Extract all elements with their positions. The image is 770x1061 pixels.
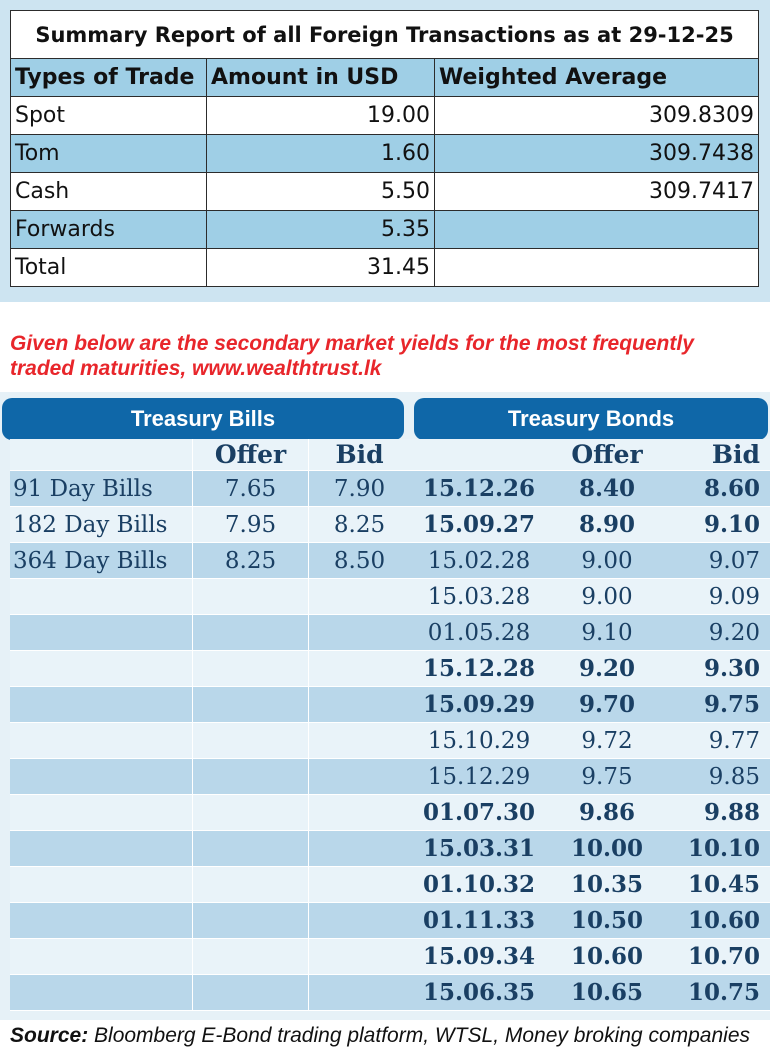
bonds-bid-header: Bid [711,440,760,469]
bond-offer: 10.65 [570,979,644,1006]
trade-weighted-average: 309.7438 [435,135,759,173]
table-row [10,867,770,903]
bond-bid: 9.75 [703,691,760,718]
bill-bid [309,867,410,902]
bond-maturity: 15.12.28 [422,655,536,682]
bill-bid [309,723,410,758]
bill-name [10,687,193,722]
trade-type: Total [11,249,207,287]
bond-offer: 9.75 [581,763,633,790]
table-row [11,135,759,173]
bond-maturity: 01.10.32 [422,871,536,898]
bill-bid [309,795,410,830]
bill-bid [309,651,410,686]
caption-line-1: Given below are the secondary market yields for the most frequently [10,332,694,355]
bond-offer: 8.40 [578,475,636,502]
bill-bid [309,579,410,614]
bill-bid: 8.50 [333,547,386,574]
bill-bid [309,975,410,1010]
trade-amount: 5.35 [207,211,435,249]
summary-header-row [11,59,759,97]
header-amount-usd: Amount in USD [207,59,435,97]
bond-bid: 9.30 [703,655,760,682]
total-row [11,249,759,287]
bill-offer: 7.95 [193,507,309,542]
trade-type: Forwards [11,211,207,249]
bill-offer [193,867,309,902]
bill-bid [309,903,410,938]
yields-table [10,439,770,1011]
trade-type: Spot [11,97,207,135]
bond-maturity: 01.05.28 [427,619,531,646]
trade-weighted-average [435,249,759,287]
table-row [10,543,770,579]
bond-maturity: 15.03.31 [422,835,536,862]
treasury-bonds-header: Treasury Bonds [414,398,768,440]
bond-offer: 8.90 [578,511,636,538]
bond-maturity: 01.07.30 [422,799,536,826]
yields-header-row [10,439,770,471]
source-note [10,1022,770,1050]
bond-maturity: 15.12.29 [427,763,531,790]
table-row [11,97,759,135]
bill-name [10,615,193,650]
bond-offer: 9.00 [581,547,633,574]
bill-bid [309,615,410,650]
bond-maturity: 15.03.28 [427,583,531,610]
source-text: Bloomberg E-Bond trading platform, WTSL, Money broking companies [88,1024,750,1047]
bond-bid: 9.85 [708,763,760,790]
bill-offer [193,687,309,722]
yields-caption [10,331,760,381]
bill-name [10,651,193,686]
bond-bid: 9.10 [703,511,760,538]
bill-name [10,723,193,758]
treasury-bills-header: Treasury Bills [2,398,404,440]
table-row [10,903,770,939]
bill-name: 364 Day Bills [10,543,193,578]
trade-weighted-average [435,211,759,249]
bond-bid: 9.09 [708,583,760,610]
bill-offer [193,723,309,758]
bill-offer [193,651,309,686]
bond-offer: 9.10 [581,619,633,646]
bill-name [10,939,193,974]
bill-name [10,759,193,794]
bill-bid [309,831,410,866]
bond-bid: 8.60 [703,475,760,502]
bonds-offer-header: Offer [571,440,643,469]
trade-amount: 19.00 [207,97,435,135]
bond-maturity: 15.02.28 [427,547,531,574]
table-row [10,471,770,507]
bills-offer-header: Offer [193,439,309,470]
source-label: Source: [10,1024,89,1047]
bond-bid: 10.60 [687,907,760,934]
bond-bid: 10.70 [687,943,760,970]
bond-offer: 9.72 [581,727,633,754]
table-row [10,615,770,651]
bond-maturity: 15.09.27 [422,511,536,538]
bill-bid [309,759,410,794]
bond-maturity: 15.10.29 [427,727,531,754]
bond-offer: 9.86 [578,799,636,826]
bills-name-header [10,439,193,470]
bill-name [10,867,193,902]
trade-amount: 31.45 [207,249,435,287]
bill-bid [309,939,410,974]
bills-bid-header: Bid [335,440,384,469]
bill-offer [193,759,309,794]
table-row [10,795,770,831]
bill-name: 182 Day Bills [10,507,193,542]
trade-type: Cash [11,173,207,211]
table-row [11,173,759,211]
bond-offer: 10.35 [570,871,644,898]
header-types-of-trade: Types of Trade [11,59,207,97]
bill-name: 91 Day Bills [10,471,193,506]
table-row [10,507,770,543]
table-row [10,723,770,759]
table-row [10,759,770,795]
bond-bid: 9.77 [708,727,760,754]
trade-weighted-average: 309.8309 [435,97,759,135]
bond-bid: 10.45 [687,871,760,898]
bill-offer [193,615,309,650]
bond-bid: 10.10 [687,835,760,862]
summary-panel [0,0,770,302]
bond-offer: 9.20 [578,655,636,682]
table-row [11,211,759,249]
bill-offer [193,975,309,1010]
trade-type: Tom [11,135,207,173]
bill-name [10,831,193,866]
bill-name [10,579,193,614]
caption-line-2: traded maturities, www.wealthtrust.lk [10,357,382,380]
yields-panel [0,392,770,1020]
bill-offer [193,831,309,866]
bill-offer [193,903,309,938]
bill-bid: 8.25 [333,511,386,538]
bill-name [10,795,193,830]
summary-table [10,10,759,287]
header-weighted-average: Weighted Average [435,59,759,97]
table-row [10,975,770,1011]
bonds-maturity-header [410,439,548,470]
bond-offer: 10.50 [570,907,644,934]
bill-name [10,975,193,1010]
bill-bid: 7.90 [333,475,386,502]
table-row [10,831,770,867]
bond-maturity: 15.06.35 [422,979,536,1006]
bill-offer: 8.25 [193,543,309,578]
table-row [10,687,770,723]
bond-bid: 9.07 [708,547,760,574]
bill-offer [193,939,309,974]
table-row [10,939,770,975]
bill-name [10,903,193,938]
table-row [10,651,770,687]
bond-maturity: 15.09.29 [422,691,536,718]
bond-bid: 10.75 [687,979,760,1006]
bond-offer: 10.60 [570,943,644,970]
bill-offer: 7.65 [193,471,309,506]
bill-offer [193,579,309,614]
trade-amount: 5.50 [207,173,435,211]
bond-maturity: 15.09.34 [422,943,536,970]
bond-offer: 9.00 [581,583,633,610]
table-row [10,579,770,615]
trade-weighted-average: 309.7417 [435,173,759,211]
bond-maturity: 01.11.33 [422,907,536,934]
bond-bid: 9.20 [708,619,760,646]
bill-offer [193,795,309,830]
bond-bid: 9.88 [703,799,760,826]
bond-offer: 9.70 [578,691,636,718]
bond-offer: 10.00 [570,835,644,862]
bill-bid [309,687,410,722]
bond-maturity: 15.12.26 [422,475,536,502]
trade-amount: 1.60 [207,135,435,173]
summary-title: Summary Report of all Foreign Transactions as at 29-12-25 [11,11,759,59]
